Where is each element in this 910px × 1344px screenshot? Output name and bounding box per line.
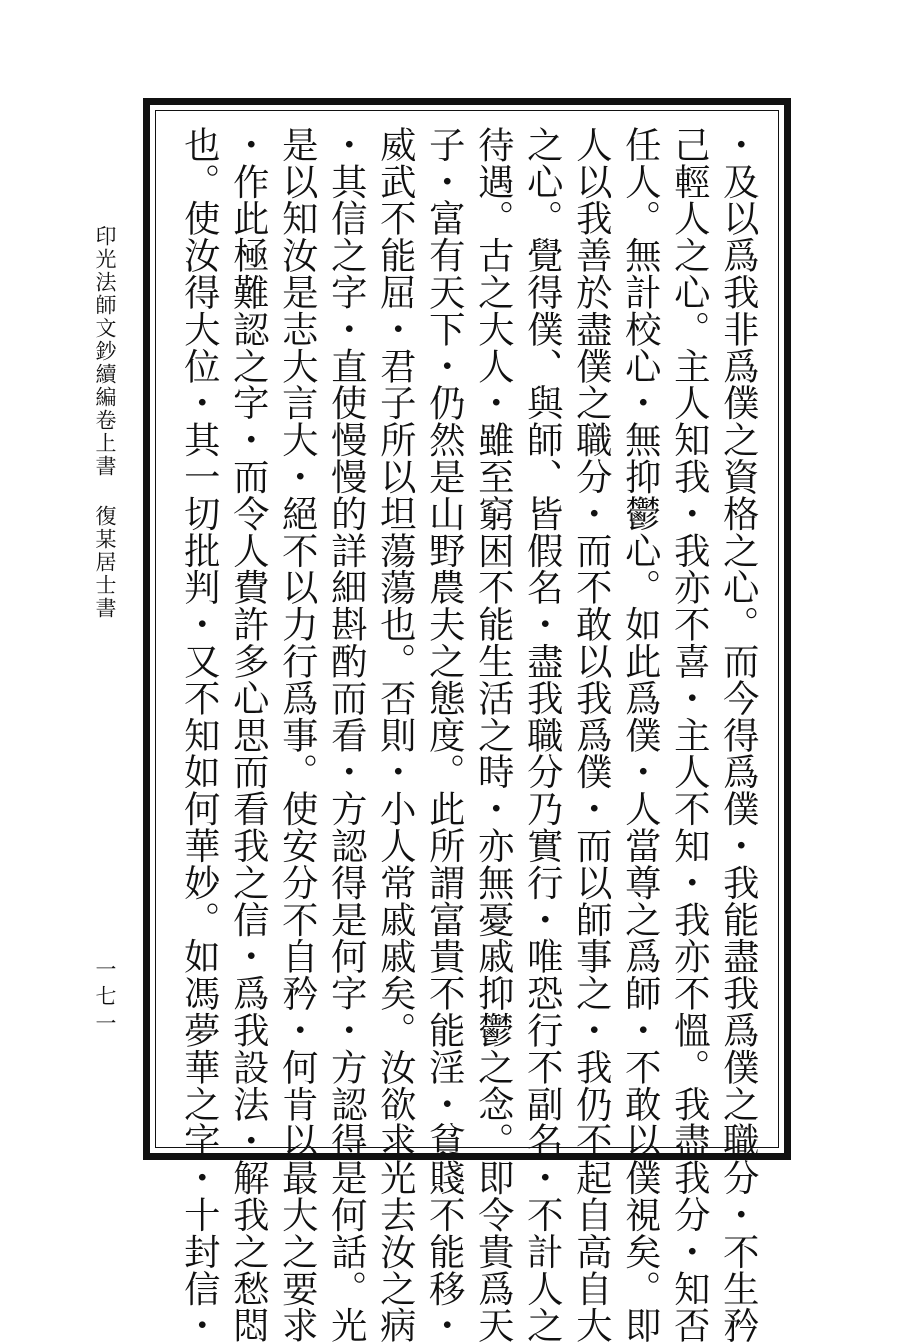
text-column-6: 待遇。古之大人・雖至窮困不能生活之時・亦無憂戚抑鬱之念。即令貴爲天 (472, 126, 516, 1344)
text-column-7: 子・富有天下・仍然是山野農夫之態度。此所謂富貴不能淫・貧賤不能移・ (423, 126, 467, 1344)
letter-title: 復某居士書 (93, 505, 117, 620)
text-column-1: ・及以爲我非爲僕之資格之心。而今得爲僕・我能盡我爲僕之職分・不生矜 (717, 126, 761, 1344)
text-column-12: 也。使汝得大位・其一切批判・又不知如何華妙。如馮夢華之字・十封信・ (178, 126, 222, 1344)
text-column-10: 是以知汝是志大言大・絕不以力行爲事。使安分不自矜・何肯以最大之要求 (276, 126, 320, 1344)
running-title: 印光法師文鈔續編卷上 (93, 225, 117, 455)
text-column-4: 人以我善於盡僕之職分・而不敢以我爲僕・而以師事之・我仍不起自高自大 (570, 126, 614, 1344)
text-column-9: ・其信之字・直使慢慢的詳細斟酌而看・方認得是何字・方認得是何話。光 (325, 126, 369, 1344)
text-column-3: 任人。無計校心・無抑鬱心。如此爲僕・人當尊之爲師・不敢以僕視矣。即 (619, 126, 663, 1344)
text-column-2: 己輕人之心。主人知我・我亦不喜・主人不知・我亦不慍。我盡我分・知否 (668, 126, 712, 1344)
text-column-8: 威武不能屈・君子所以坦蕩蕩也。否則・小人常戚戚矣。汝欲求光去汝之病 (374, 126, 418, 1344)
section-label: 書 (93, 455, 117, 476)
text-column-11: ・作此極難認之字・而令人費許多心思而看我之信・爲我設法・解我之愁悶 (227, 126, 271, 1344)
page-number: 一七一 (93, 958, 117, 1039)
text-column-5: 之心。覺得僕、與師、皆假名・盡我職分乃實行・唯恐行不副名・不計人之 (521, 126, 565, 1344)
